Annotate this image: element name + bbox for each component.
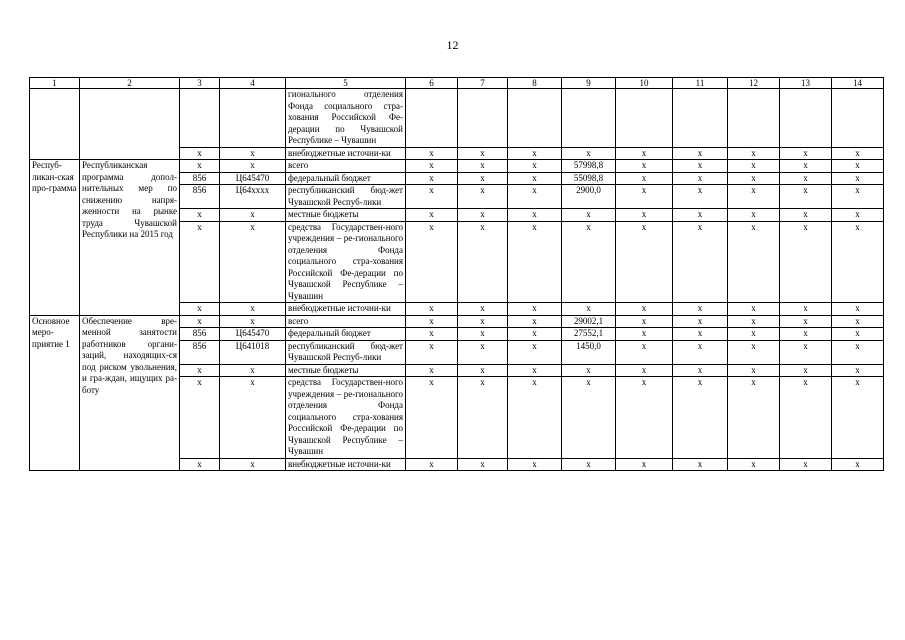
value-cell: x [616, 160, 673, 173]
value-cell: x [616, 185, 673, 209]
header-cell: 2 [80, 78, 180, 89]
value-cell: 29002,1 [562, 315, 616, 328]
value-cell: x [508, 328, 562, 341]
code-cell: Ц64xxxx [220, 185, 286, 209]
value-cell: x [780, 377, 832, 459]
header-cell: 10 [616, 78, 673, 89]
code-cell: x [220, 221, 286, 303]
code-cell: 856 [180, 185, 220, 209]
value-cell: 1450,0 [562, 340, 616, 364]
table-cell [180, 89, 220, 148]
code-cell: x [220, 160, 286, 173]
value-cell: x [406, 221, 458, 303]
value-cell: x [780, 172, 832, 185]
value-cell: x [458, 364, 508, 377]
value-cell: x [508, 458, 562, 471]
value-cell: x [458, 458, 508, 471]
header-cell: 1 [30, 78, 80, 89]
value-cell: x [780, 458, 832, 471]
value-cell: x [458, 340, 508, 364]
code-cell: x [180, 209, 220, 222]
value-cell: x [562, 221, 616, 303]
value-cell: x [616, 364, 673, 377]
value-cell: x [406, 147, 458, 160]
value-cell: x [616, 377, 673, 459]
source-cell: всего [286, 315, 406, 328]
value-cell: x [728, 328, 780, 341]
code-cell: x [180, 315, 220, 328]
header-cell: 5 [286, 78, 406, 89]
value-cell: x [562, 458, 616, 471]
value-cell: x [508, 147, 562, 160]
value-cell: x [673, 315, 728, 328]
program-name-cell: Обеспечение вре-менной занятости работников органи-заций, находящих-ся под риском увольнения, и гра-ждан, ищущих ра-боту [80, 315, 180, 471]
value-cell: x [728, 340, 780, 364]
table-row [30, 89, 884, 148]
value-cell: x [616, 458, 673, 471]
value-cell: x [673, 221, 728, 303]
value-cell: x [458, 221, 508, 303]
source-cell: республиканский бюд-жет Чувашской Респуб-лики [286, 340, 406, 364]
value-cell: x [508, 172, 562, 185]
header-row [30, 78, 884, 89]
code-cell: x [180, 377, 220, 459]
value-cell: 2900,0 [562, 185, 616, 209]
source-cell: республиканский бюд-жет Чувашской Респуб-лики [286, 185, 406, 209]
code-cell: x [220, 458, 286, 471]
value-cell: x [562, 364, 616, 377]
value-cell: x [780, 160, 832, 173]
value-cell: 57998,8 [562, 160, 616, 173]
source-cell: гионального отделения Фонда социального стра-хования Российской Фе-дерации по Чувашской Республике – Чувашин [286, 89, 406, 148]
value-cell: x [673, 328, 728, 341]
value-cell: x [728, 315, 780, 328]
value-cell: x [406, 209, 458, 222]
value-cell: x [616, 172, 673, 185]
program-type-cell: Основное меро-приятие 1 [30, 315, 80, 471]
value-cell: x [832, 340, 884, 364]
table-cell [30, 89, 80, 160]
code-cell: x [180, 364, 220, 377]
code-cell: x [220, 377, 286, 459]
value-cell: x [673, 458, 728, 471]
code-cell: x [180, 303, 220, 316]
value-cell: x [616, 303, 673, 316]
value-cell: x [832, 160, 884, 173]
value-cell: x [673, 377, 728, 459]
budget-table [29, 77, 884, 471]
value-cell: x [508, 364, 562, 377]
value-cell: x [406, 185, 458, 209]
value-cell: x [832, 364, 884, 377]
value-cell: x [406, 160, 458, 173]
value-cell: x [406, 377, 458, 459]
value-cell: x [832, 185, 884, 209]
code-cell: x [220, 315, 286, 328]
value-cell: x [673, 209, 728, 222]
value-cell: x [406, 303, 458, 316]
header-cell: 12 [728, 78, 780, 89]
header-cell: 6 [406, 78, 458, 89]
value-cell: x [406, 172, 458, 185]
value-cell: x [508, 377, 562, 459]
header-cell: 13 [780, 78, 832, 89]
value-cell: x [458, 315, 508, 328]
source-cell: внебюджетные источни-ки [286, 458, 406, 471]
code-cell: x [180, 160, 220, 173]
code-cell: x [220, 209, 286, 222]
value-cell: x [406, 315, 458, 328]
value-cell: x [458, 303, 508, 316]
value-cell: x [780, 185, 832, 209]
value-cell: x [673, 160, 728, 173]
value-cell: x [616, 221, 673, 303]
value-cell: x [780, 209, 832, 222]
value-cell: x [728, 209, 780, 222]
value-cell: x [673, 147, 728, 160]
value-cell: x [616, 147, 673, 160]
value-cell: x [832, 172, 884, 185]
value-cell: x [673, 185, 728, 209]
code-cell: 856 [180, 328, 220, 341]
code-cell: 856 [180, 340, 220, 364]
value-cell: x [780, 328, 832, 341]
value-cell: x [832, 303, 884, 316]
code-cell: Ц645470 [220, 328, 286, 341]
value-cell: x [508, 303, 562, 316]
header-cell: 9 [562, 78, 616, 89]
value-cell: x [458, 328, 508, 341]
value-cell: x [458, 172, 508, 185]
table-row [30, 160, 884, 173]
source-cell: федеральный бюджет [286, 328, 406, 341]
value-cell: x [832, 377, 884, 459]
value-cell: x [508, 340, 562, 364]
value-cell: x [508, 315, 562, 328]
value-cell: x [616, 315, 673, 328]
value-cell: x [458, 377, 508, 459]
value-cell: x [728, 147, 780, 160]
value-cell: x [780, 340, 832, 364]
value-cell: x [728, 377, 780, 459]
value-cell: x [458, 185, 508, 209]
value-cell: x [728, 185, 780, 209]
value-cell: x [406, 364, 458, 377]
value-cell: x [508, 160, 562, 173]
code-cell: Ц641018 [220, 340, 286, 364]
value-cell: x [780, 221, 832, 303]
header-cell: 8 [508, 78, 562, 89]
source-cell: местные бюджеты [286, 364, 406, 377]
header-cell: 14 [832, 78, 884, 89]
source-cell: федеральный бюджет [286, 172, 406, 185]
value-cell: x [832, 315, 884, 328]
value-cell: x [562, 303, 616, 316]
value-cell: x [406, 340, 458, 364]
value-cell: x [780, 364, 832, 377]
value-cell: x [562, 377, 616, 459]
value-cell: x [616, 340, 673, 364]
header-cell: 11 [673, 78, 728, 89]
value-cell: x [673, 364, 728, 377]
value-cell: x [728, 221, 780, 303]
value-cell: x [458, 160, 508, 173]
code-cell: x [220, 303, 286, 316]
value-cell: x [780, 315, 832, 328]
value-cell: x [406, 328, 458, 341]
source-cell: всего [286, 160, 406, 173]
value-cell: x [780, 303, 832, 316]
value-cell: x [832, 209, 884, 222]
value-cell: x [832, 221, 884, 303]
value-cell: x [728, 364, 780, 377]
value-cell: x [562, 147, 616, 160]
value-cell: x [406, 458, 458, 471]
code-cell: x [220, 364, 286, 377]
value-cell: x [508, 185, 562, 209]
header-cell: 4 [220, 78, 286, 89]
source-cell: местные бюджеты [286, 209, 406, 222]
source-cell: внебюджетные источни-ки [286, 147, 406, 160]
value-cell: x [458, 209, 508, 222]
value-cell: x [832, 458, 884, 471]
page-number: 12 [446, 38, 459, 52]
program-type-cell: Респуб-ликан-ская про-грамма [30, 160, 80, 316]
value-cell: x [728, 458, 780, 471]
code-cell: x [180, 221, 220, 303]
code-cell: Ц645470 [220, 172, 286, 185]
code-cell: x [180, 147, 220, 160]
table-cell [80, 89, 180, 160]
value-cell: x [673, 172, 728, 185]
value-cell: x [673, 340, 728, 364]
code-cell: x [220, 147, 286, 160]
value-cell: x [616, 209, 673, 222]
table-row [30, 315, 884, 328]
source-cell: средства Государствен-ного учреждения – ре-гионального отделения Фонда социального стра-хования Российской Фе-дерации по Чувашской Республике – Чувашин [286, 377, 406, 459]
value-cell: x [508, 209, 562, 222]
value-cell: x [458, 147, 508, 160]
source-cell: внебюджетные источни-ки [286, 303, 406, 316]
value-cell: 27552,1 [562, 328, 616, 341]
code-cell: x [180, 458, 220, 471]
value-cell: x [673, 303, 728, 316]
program-name-cell: Республиканская программа допол-нительных мер по снижению напря-женности на рынке труда Чувашской Республики на 2015 год [80, 160, 180, 316]
value-cell: x [508, 221, 562, 303]
value-cell: x [728, 172, 780, 185]
value-cell: x [780, 147, 832, 160]
value-cell: x [728, 160, 780, 173]
header-cell: 7 [458, 78, 508, 89]
header-cell: 3 [180, 78, 220, 89]
value-cell: 55098,8 [562, 172, 616, 185]
table-cell [220, 89, 286, 148]
value-cell: x [832, 328, 884, 341]
value-cell: x [616, 328, 673, 341]
value-cell: x [562, 209, 616, 222]
source-cell: средства Государствен-ного учреждения – ре-гионального отделения Фонда социального стра-хования Российской Фе-дерации по Чувашской Республике – Чувашин [286, 221, 406, 303]
value-cell: x [832, 147, 884, 160]
code-cell: 856 [180, 172, 220, 185]
value-cell: x [728, 303, 780, 316]
